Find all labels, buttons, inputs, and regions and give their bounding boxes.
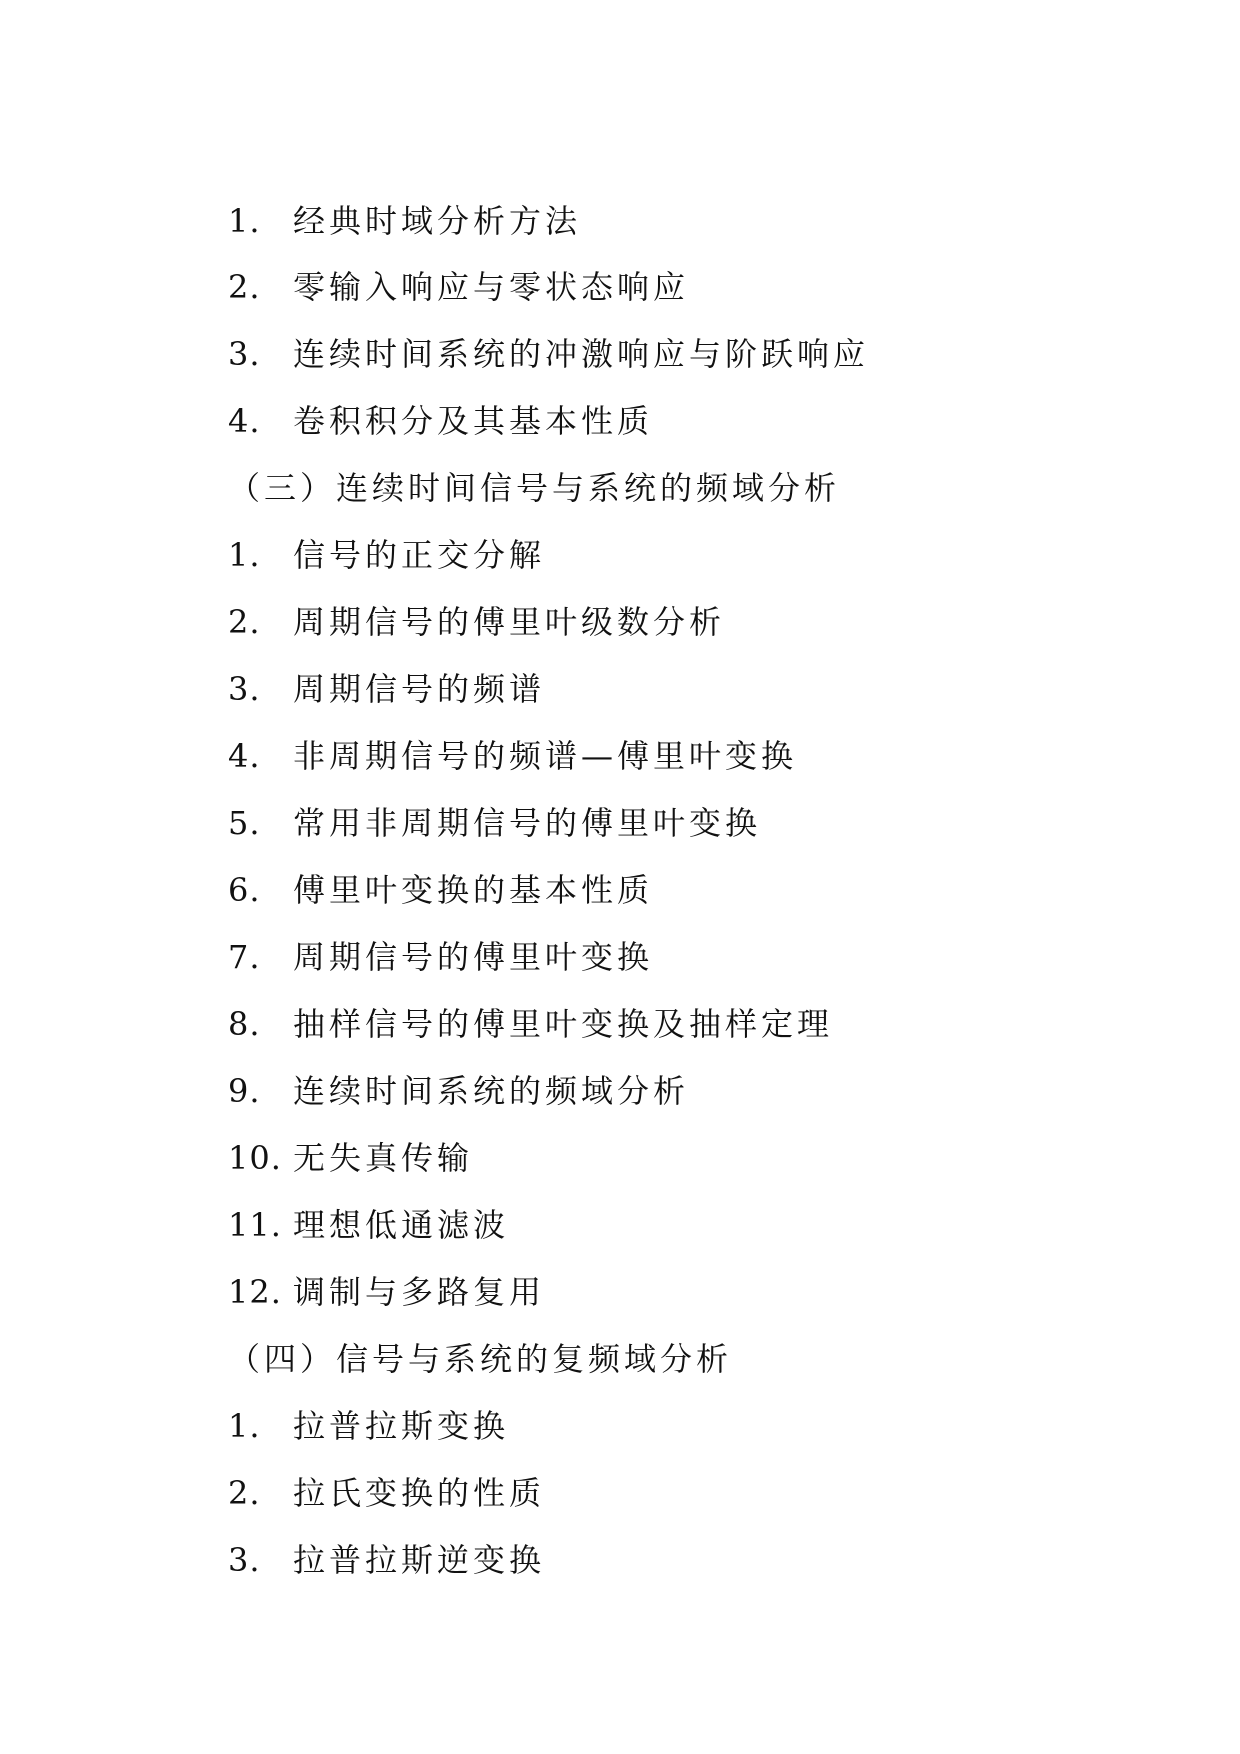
item-text: 零输入响应与零状态响应 bbox=[293, 268, 690, 306]
item-text: 常用非周期信号的傅里叶变换 bbox=[293, 804, 762, 842]
item-text: 连续时间系统的频域分析 bbox=[293, 1072, 690, 1110]
item-text: 无失真传输 bbox=[293, 1139, 474, 1177]
item-number: 1. bbox=[228, 202, 261, 240]
item-text: 理想低通滤波 bbox=[293, 1206, 510, 1244]
item-number: 11. bbox=[228, 1206, 282, 1244]
item-number: 7. bbox=[228, 938, 261, 976]
item-number: 3. bbox=[228, 335, 261, 373]
section-heading-text: （三）连续时间信号与系统的频域分析 bbox=[228, 469, 841, 507]
item-number: 4. bbox=[228, 737, 261, 775]
item-text: 调制与多路复用 bbox=[293, 1273, 546, 1311]
item-number: 1. bbox=[228, 1407, 261, 1445]
item-text: 周期信号的频谱 bbox=[293, 670, 546, 708]
item-text: 拉普拉斯逆变换 bbox=[293, 1541, 546, 1579]
item-text: 抽样信号的傅里叶变换及抽样定理 bbox=[293, 1005, 834, 1043]
item-number: 5. bbox=[228, 804, 261, 842]
item-number: 2. bbox=[228, 1474, 261, 1512]
item-number: 8. bbox=[228, 1005, 261, 1043]
item-number: 3. bbox=[228, 670, 261, 708]
item-number: 1. bbox=[228, 536, 261, 574]
item-number: 3. bbox=[228, 1541, 261, 1579]
item-number: 4. bbox=[228, 402, 261, 440]
item-number: 6. bbox=[228, 871, 261, 909]
item-number: 2. bbox=[228, 603, 261, 641]
item-text: 傅里叶变换的基本性质 bbox=[293, 871, 654, 909]
item-text: 经典时域分析方法 bbox=[293, 202, 582, 240]
item-text: 非周期信号的频谱—傅里叶变换 bbox=[293, 737, 798, 775]
item-text: 信号的正交分解 bbox=[293, 536, 546, 574]
item-text: 卷积积分及其基本性质 bbox=[293, 402, 654, 440]
item-text: 周期信号的傅里叶变换 bbox=[293, 938, 654, 976]
item-text: 拉氏变换的性质 bbox=[293, 1474, 546, 1512]
item-text: 周期信号的傅里叶级数分析 bbox=[293, 603, 726, 641]
section-heading-text: （四）信号与系统的复频域分析 bbox=[228, 1340, 733, 1378]
item-text: 连续时间系统的冲激响应与阶跃响应 bbox=[293, 335, 870, 373]
item-number: 2. bbox=[228, 268, 261, 306]
item-number: 9. bbox=[228, 1072, 261, 1110]
item-number: 10. bbox=[228, 1139, 282, 1177]
item-text: 拉普拉斯变换 bbox=[293, 1407, 510, 1445]
item-number: 12. bbox=[228, 1273, 282, 1311]
